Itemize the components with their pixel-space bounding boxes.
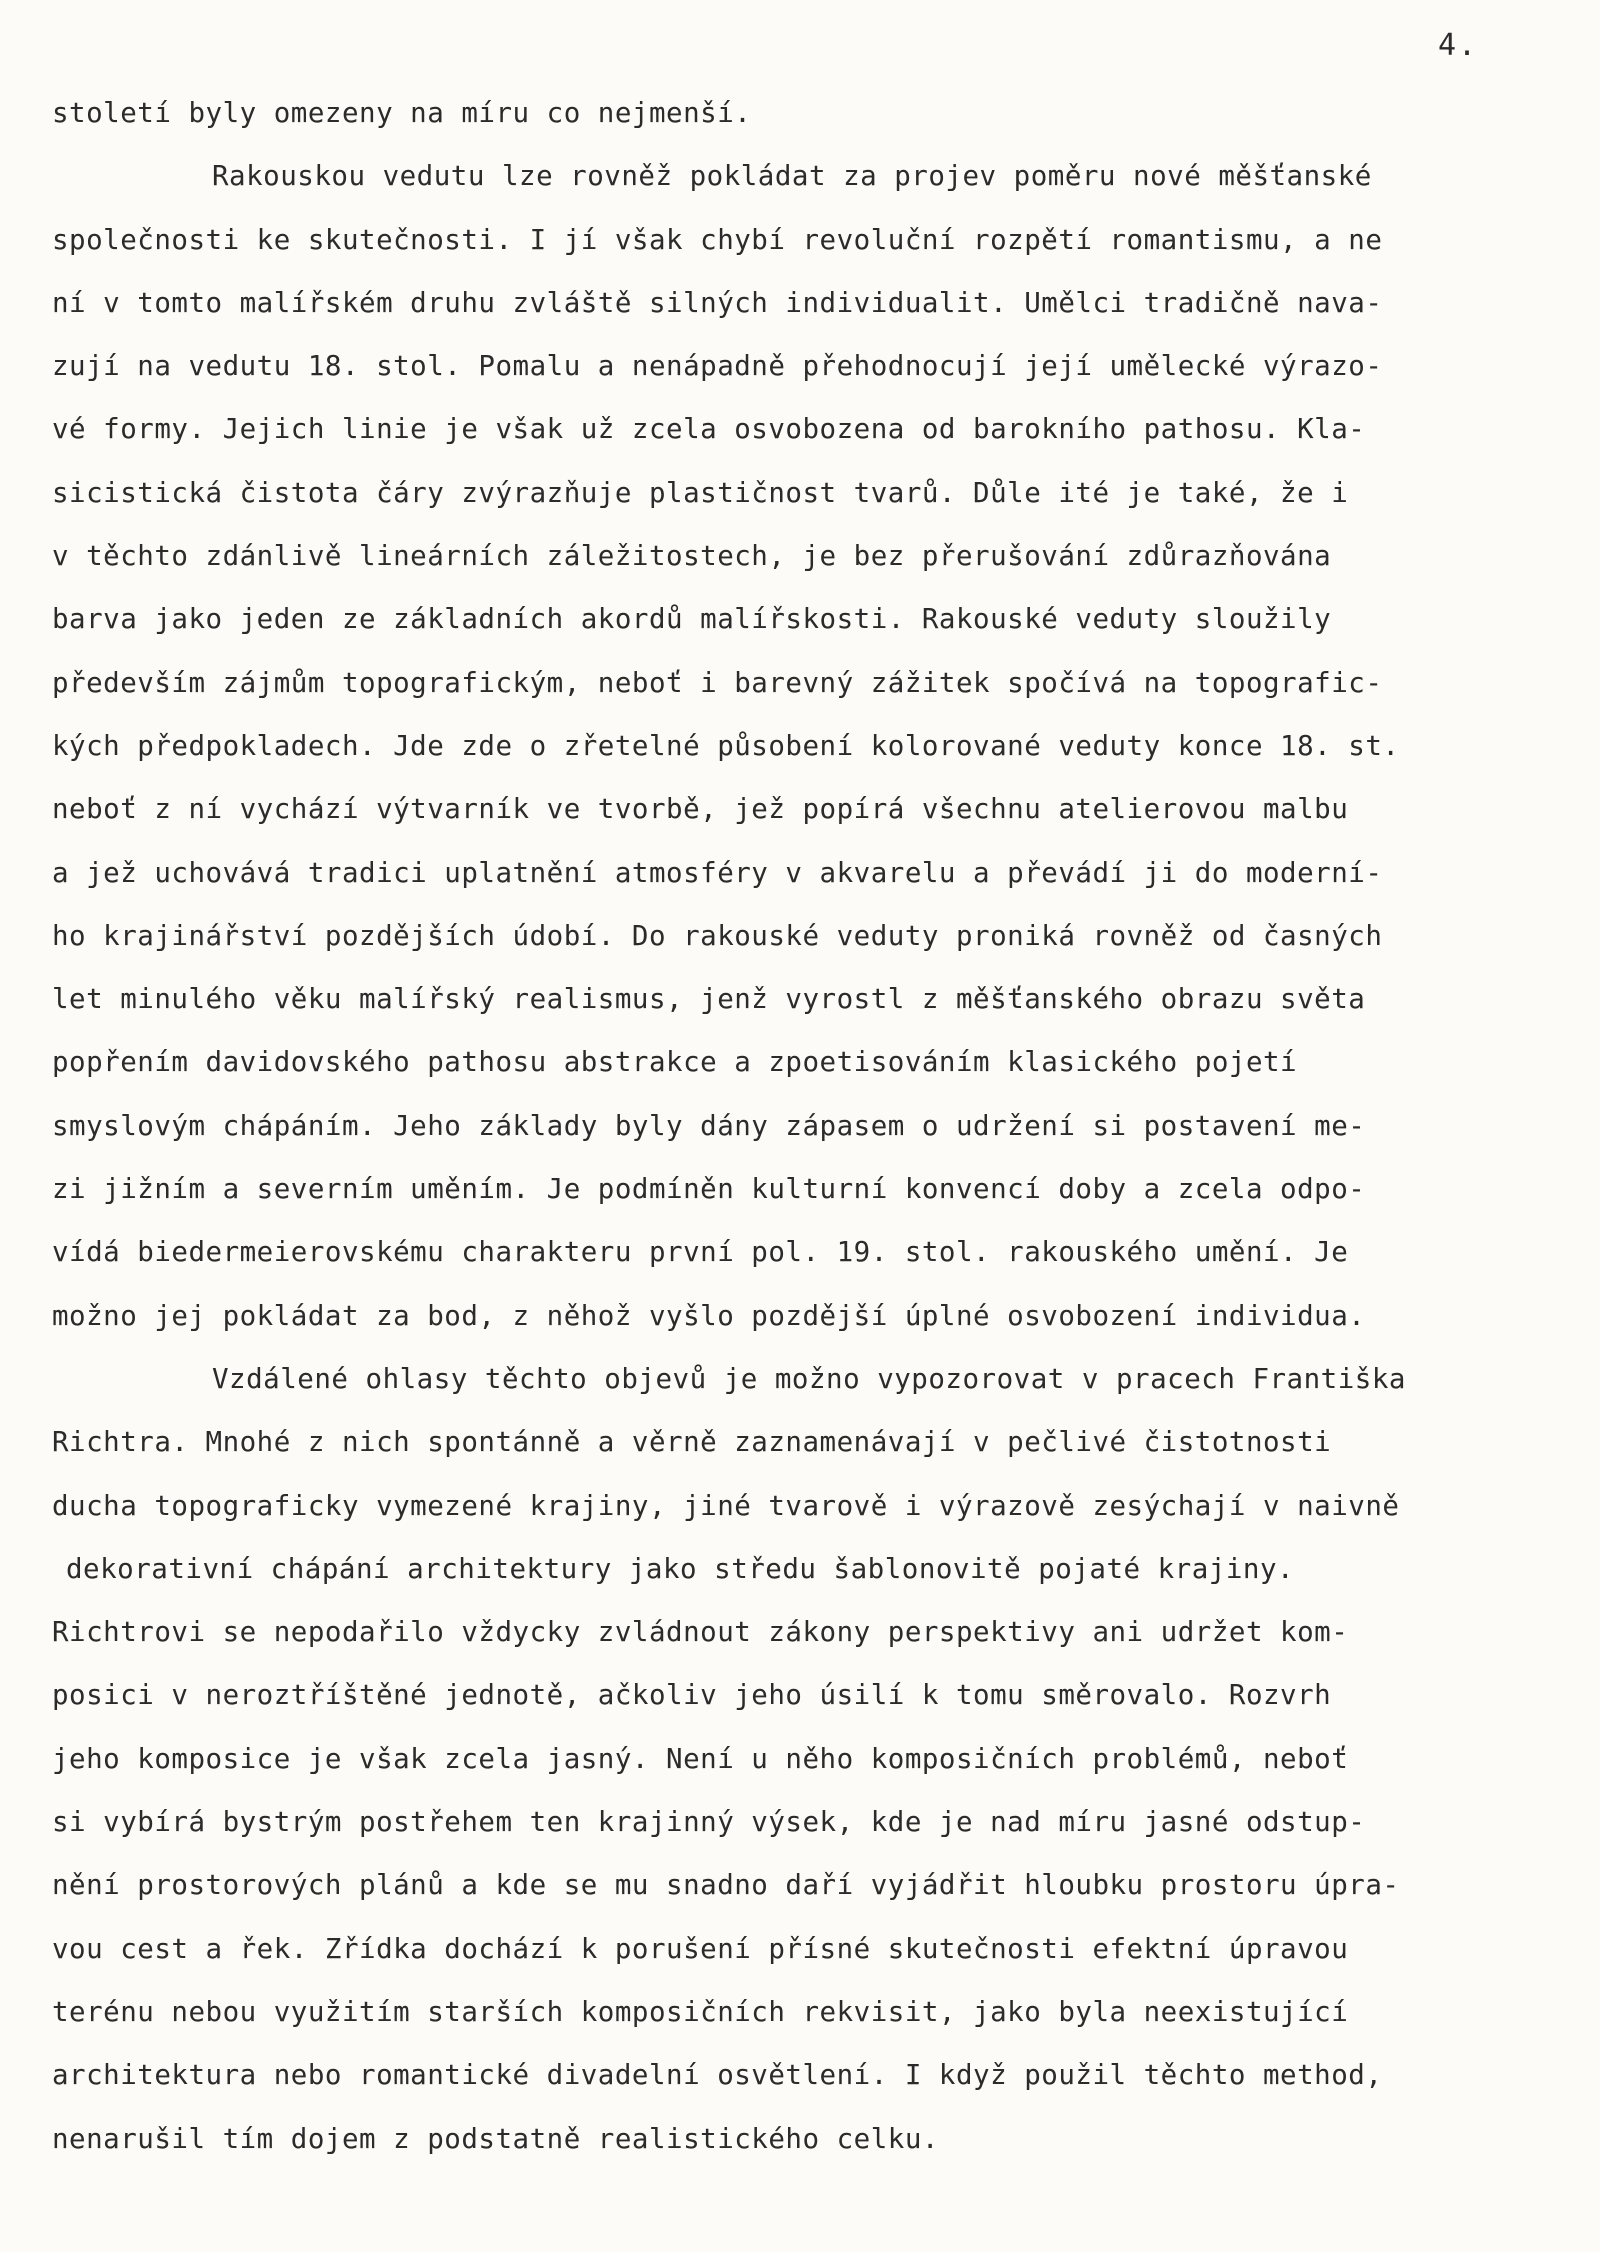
text-line: nění prostorových plánů a kde se mu snadno daří vyjádřit hloubku prostoru úpra- — [52, 1869, 1400, 1902]
text-line: společnosti ke skutečnosti. I jí však chybí revoluční rozpětí romantismu, a ne — [52, 223, 1383, 256]
text-line: posici v neroztříštěné jednotě, ačkoliv jeho úsilí k tomu směrovalo. Rozvrh — [52, 1679, 1332, 1712]
page-number: 4. — [1438, 28, 1479, 63]
text-line: ní v tomto malířském druhu zvláště silných individualit. Umělci tradičně nava- — [52, 286, 1383, 319]
text-line: Richtra. Mnohé z nich spontánně a věrně zaznamenávají v pečlivé čistotnosti — [52, 1426, 1332, 1459]
text-line: především zájmům topografickým, neboť i barevný zážitek spočívá na topografic- — [52, 666, 1383, 699]
text-line: nenarušil tím dojem z podstatně realistického celku. — [52, 2122, 939, 2155]
text-line: Vzdálené ohlasy těchto objevů je možno vypozorovat v pracech Františka — [212, 1362, 1406, 1395]
text-line: popřením davidovského pathosu abstrakce a zpoetisováním klasického pojetí — [52, 1046, 1298, 1079]
body-text — [52, 82, 1592, 2171]
text-line: zi jižním a severním uměním. Je podmíněn kulturní konvencí doby a zcela odpo- — [52, 1173, 1366, 1206]
text-line: Richtrovi se nepodařilo vždycky zvládnout zákony perspektivy ani udržet kom- — [52, 1616, 1349, 1649]
text-line: jeho komposice je však zcela jasný. Není u něho komposičních problémů, neboť — [52, 1742, 1349, 1775]
text-line: ducha topograficky vymezené krajiny, jiné tvarově i výrazově zesýchají v naivně — [52, 1489, 1400, 1522]
text-line: dekorativní chápání architektury jako středu šablonovitě pojaté krajiny. — [66, 1552, 1295, 1585]
text-line: sicistická čistota čáry zvýrazňuje plastičnost tvarů. Důle ité je také, že i — [52, 476, 1349, 509]
text-line: v těchto zdánlivě lineárních záležitostech, je bez přerušování zdůrazňována — [52, 540, 1332, 573]
text-line: vé formy. Jejich linie je však už zcela osvobozena od barokního pathosu. Kla- — [52, 413, 1366, 446]
text-line: architektura nebo romantické divadelní osvětlení. I když použil těchto method, — [52, 2059, 1383, 2092]
text-line: vou cest a řek. Zřídka dochází k porušení přísné skutečnosti efektní úpravou — [52, 1932, 1349, 1965]
text-line: kých předpokladech. Jde zde o zřetelné působení kolorované veduty konce 18. st. — [52, 729, 1400, 762]
text-line: Rakouskou vedutu lze rovněž pokládat za projev poměru nové měšťanské — [212, 160, 1372, 193]
text-line: barva jako jeden ze základních akordů malířskosti. Rakouské veduty sloužily — [52, 603, 1332, 636]
text-line: neboť z ní vychází výtvarník ve tvorbě, jež popírá všechnu atelierovou malbu — [52, 793, 1349, 826]
text-line: a jež uchovává tradici uplatnění atmosféry v akvarelu a převádí ji do moderní- — [52, 856, 1383, 889]
text-line: možno jej pokládat za bod, z něhož vyšlo pozdější úplné osvobození individua. — [52, 1299, 1366, 1332]
text-line: století byly omezeny na míru co nejmenší. — [52, 97, 752, 129]
text-line: terénu nebou využitím starších komposičních rekvisit, jako byla neexistující — [52, 1995, 1349, 2028]
text-line: vídá biedermeierovskému charakteru první pol. 19. stol. rakouského umění. Je — [52, 1236, 1349, 1269]
text-line: ho krajinářství pozdějších údobí. Do rakouské veduty proniká rovněž od časných — [52, 919, 1383, 952]
text-line: let minulého věku malířský realismus, jenž vyrostl z měšťanského obrazu světa — [52, 983, 1366, 1016]
text-line: smyslovým chápáním. Jeho základy byly dány zápasem o udržení si postavení me- — [52, 1109, 1366, 1142]
text-line: si vybírá bystrým postřehem ten krajinný výsek, kde je nad míru jasné odstup- — [52, 1806, 1366, 1839]
text-line: zují na vedutu 18. stol. Pomalu a nenápadně přehodnocují její umělecké výrazo- — [52, 350, 1383, 383]
